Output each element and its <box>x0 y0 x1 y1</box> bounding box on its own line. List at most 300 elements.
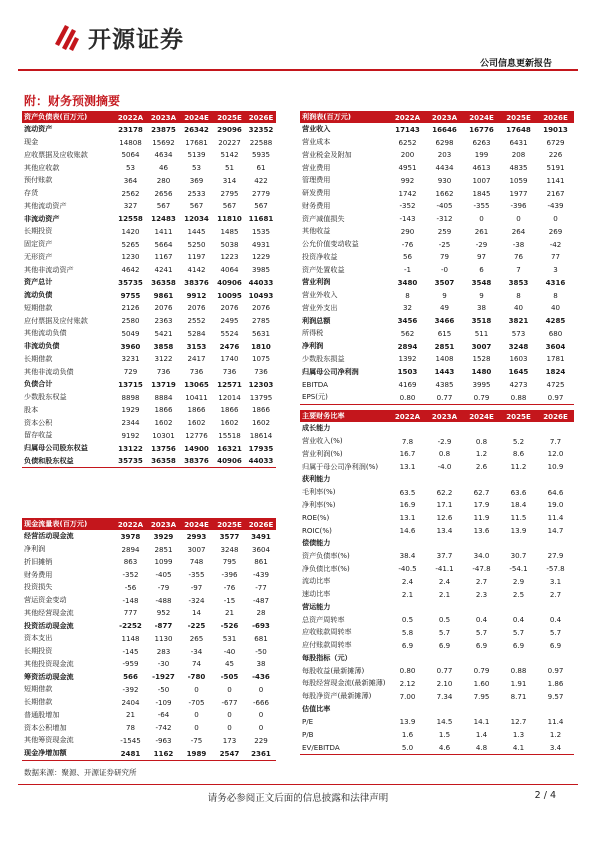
cell-value: 38 <box>476 303 487 313</box>
cell-value: 4835 <box>509 163 528 173</box>
row-label: 营业税金及附加 <box>302 149 352 159</box>
cell-value: 2476 <box>219 341 240 351</box>
cell-value: 208 <box>511 150 526 160</box>
table-row <box>300 314 574 327</box>
cell-value: 6.9 <box>475 640 488 650</box>
cell-value: 1445 <box>187 226 206 236</box>
cell-value: 10.9 <box>547 462 564 472</box>
table-row <box>22 353 276 366</box>
row-label: 资本公积增加 <box>24 722 67 732</box>
table-row <box>300 435 574 448</box>
year-header: 2025E <box>500 410 537 422</box>
cell-value: 9912 <box>186 290 207 300</box>
cell-value: 2.10 <box>436 678 453 688</box>
table-row <box>300 365 574 378</box>
cell-value: -439 <box>252 570 270 580</box>
cell-value: 40 <box>513 303 524 313</box>
cell-value <box>389 703 426 716</box>
cell-value: 369 <box>189 175 204 185</box>
year-header: 2022A <box>389 111 426 123</box>
cell-value: 0.77 <box>426 391 463 404</box>
table-row <box>300 652 574 665</box>
cell-value <box>500 703 537 716</box>
row-label: 资产总计 <box>24 277 53 287</box>
cell-value: 1824 <box>545 367 566 377</box>
cell-value: -40.5 <box>398 564 417 574</box>
cell-value: -436 <box>252 672 270 682</box>
cell-value: 3548 <box>471 277 492 287</box>
row-label: 资产处置收益 <box>302 264 345 274</box>
cell-value: 62.2 <box>436 487 453 497</box>
cell-value: 863 <box>123 557 138 567</box>
table-row <box>22 391 276 404</box>
cell-value: 280 <box>156 175 171 185</box>
cell-value: 9755 <box>120 290 141 300</box>
cell-value: 12303 <box>248 379 274 389</box>
row-label: 每股收益(最新摊薄) <box>302 665 365 675</box>
cell-value: 1845 <box>472 188 491 198</box>
cell-value: 1485 <box>220 226 239 236</box>
cell-value: 3153 <box>186 341 207 351</box>
cell-value: -392 <box>122 684 139 694</box>
cell-value: 1480 <box>471 367 492 377</box>
cell-value: -79 <box>157 582 170 592</box>
cell-value: 0.79 <box>463 391 500 404</box>
cell-value: -30 <box>157 659 170 669</box>
cell-value: 1.60 <box>473 678 490 688</box>
cell-value: 40906 <box>217 277 242 287</box>
cell-value: 736 <box>189 367 204 377</box>
cell-value: 0 <box>258 723 264 733</box>
row-label: ROE(%) <box>302 513 330 523</box>
row-label: 归属母公司净利润 <box>302 366 359 376</box>
cell-value: 64.6 <box>547 487 564 497</box>
cell-value: -225 <box>187 621 206 631</box>
cell-value: 3518 <box>471 316 492 326</box>
cell-value: 3604 <box>545 341 566 351</box>
cell-value: 4285 <box>545 316 566 326</box>
cell-value: 4241 <box>154 265 173 275</box>
cell-value: -97 <box>190 582 203 592</box>
table-row <box>22 734 276 747</box>
cell-value: 0.5 <box>438 615 451 625</box>
cell-value: 567 <box>156 201 171 211</box>
row-label: 营业利润(%) <box>302 448 343 458</box>
year-header: 2023A <box>426 410 463 422</box>
cell-value: 3248 <box>508 341 529 351</box>
cell-value: 264 <box>511 226 526 236</box>
row-label: 筹资活动现金流 <box>24 671 74 681</box>
cell-value: 562 <box>400 328 415 338</box>
cell-value: 3466 <box>434 316 455 326</box>
cell-value: 6.9 <box>512 640 525 650</box>
cell-value: 1662 <box>435 188 454 198</box>
table-header-row <box>300 111 574 123</box>
cell-value: 1162 <box>147 747 180 760</box>
cell-value: 2552 <box>187 316 206 326</box>
cell-value: 3007 <box>187 544 206 554</box>
row-label: 负债和股东权益 <box>22 455 114 468</box>
row-label: 研发费用 <box>302 188 331 198</box>
year-header: 2024E <box>180 518 213 530</box>
table-row <box>300 664 574 677</box>
table-row <box>300 200 574 213</box>
cell-value: -324 <box>188 595 205 605</box>
cell-value: 9861 <box>153 290 174 300</box>
cell-value: 38376 <box>184 277 209 287</box>
cell-value: -355 <box>188 570 205 580</box>
cell-value: -677 <box>221 697 238 707</box>
cell-value: 17935 <box>248 443 274 453</box>
cell-value: 2076 <box>220 303 239 313</box>
cell-value: 0.8 <box>438 449 451 459</box>
cell-value: -40 <box>223 646 236 656</box>
cell-value <box>389 422 426 435</box>
cell-value: 36358 <box>147 455 180 468</box>
table-row <box>22 670 276 683</box>
table-row <box>22 455 276 468</box>
cell-value: 0 <box>258 710 264 720</box>
cell-value: 11810 <box>217 214 242 224</box>
table-row <box>22 404 276 417</box>
cell-value: -352 <box>122 570 139 580</box>
cell-value: -396 <box>221 570 238 580</box>
cell-value: 0 <box>227 684 232 694</box>
cell-value: 13756 <box>151 443 176 453</box>
row-label: 营运资金变动 <box>24 595 67 605</box>
cell-value: -4.0 <box>437 462 452 472</box>
cell-value: 5250 <box>187 239 206 249</box>
row-label: 现金净增加额 <box>22 747 114 760</box>
cell-value: 2785 <box>251 316 271 326</box>
table-row <box>22 683 276 696</box>
row-label: 资产负债率(%) <box>302 550 350 560</box>
cell-value: 16646 <box>432 124 457 134</box>
table-row <box>300 741 574 754</box>
cell-value: 2562 <box>121 188 140 198</box>
cell-value <box>463 652 500 665</box>
row-label: 营业收入 <box>302 124 331 134</box>
cell-value: 0.80 <box>399 666 416 676</box>
cell-value: 0 <box>194 723 199 733</box>
table-row <box>300 251 574 264</box>
table-row <box>22 123 276 136</box>
cell-value: 9192 <box>121 430 140 440</box>
cell-value: 265 <box>189 633 204 643</box>
cell-value: 12571 <box>217 379 242 389</box>
row-label: 长期借款 <box>24 353 53 363</box>
row-label: 营业外支出 <box>302 302 338 312</box>
cell-value: 0 <box>194 684 199 694</box>
cell-value <box>537 537 574 550</box>
cell-value: 1.6 <box>401 729 414 739</box>
cell-value: 327 <box>123 201 138 211</box>
table-row <box>22 696 276 709</box>
cell-value: 422 <box>254 175 268 185</box>
cell-value: 1408 <box>435 354 454 364</box>
table-row <box>22 530 276 543</box>
row-label: 投资净收益 <box>302 251 338 261</box>
cell-value: 5524 <box>220 328 239 338</box>
table-row <box>300 448 574 461</box>
cell-value: 2.12 <box>399 678 416 688</box>
row-label: 少数股东权益 <box>24 392 67 402</box>
cell-value <box>500 537 537 550</box>
cell-value: 35735 <box>118 277 143 287</box>
cell-value: 5.7 <box>512 627 525 637</box>
cell-value: 1.91 <box>510 678 527 688</box>
cell-value <box>463 537 500 550</box>
cell-value: 5.8 <box>401 627 414 637</box>
cell-value: 7.95 <box>473 691 490 701</box>
cell-value: -355 <box>473 201 490 211</box>
cell-value: -2252 <box>119 621 142 631</box>
cell-value: -352 <box>399 201 416 211</box>
cell-value: 1.2 <box>549 729 562 739</box>
footer-divider <box>18 784 578 785</box>
cell-value: 4273 <box>509 379 528 389</box>
cell-value: 6252 <box>398 137 417 147</box>
table-row <box>22 556 276 569</box>
cell-value: -439 <box>547 201 564 211</box>
row-label: 流动负债 <box>24 290 53 300</box>
row-label: 固定资产 <box>24 239 53 249</box>
cell-value: 49 <box>439 303 450 313</box>
footer-disclaimer: 请务必参阅正文后面的信息披露和法律声明 <box>207 793 389 804</box>
table-row <box>300 378 574 391</box>
cell-value: 61 <box>256 163 266 173</box>
row-label: 长期投资 <box>24 226 53 236</box>
cell-value: 1535 <box>251 226 271 236</box>
cell-value: 17648 <box>506 124 531 134</box>
cell-value: 6729 <box>546 137 565 147</box>
table-row <box>300 537 574 550</box>
row-label: 其他经营现金流 <box>24 607 74 617</box>
cell-value: 34.0 <box>473 551 490 561</box>
cell-value: 11.5 <box>510 513 527 523</box>
cell-value: 2481 <box>114 747 147 760</box>
cell-value <box>500 601 537 614</box>
cell-value: 12776 <box>185 430 208 440</box>
table-row <box>300 136 574 149</box>
cell-value: 4613 <box>472 163 491 173</box>
cell-value: 952 <box>156 608 171 618</box>
cell-value: 16776 <box>469 124 494 134</box>
cell-value: 6.9 <box>438 640 451 650</box>
cell-value: 1603 <box>509 354 528 364</box>
cell-value: -76 <box>223 582 236 592</box>
row-label: 应付账款周转率 <box>302 640 352 650</box>
cell-value <box>537 422 574 435</box>
cell-value: 2167 <box>546 188 565 198</box>
cell-value: 1197 <box>187 252 206 262</box>
table-row <box>22 289 276 302</box>
row-label: 每股指标（元） <box>302 652 352 662</box>
row-label: 其他流动负债 <box>24 328 67 338</box>
cell-value: 1645 <box>508 367 529 377</box>
cell-value: 23875 <box>151 124 176 134</box>
table-row <box>300 511 574 524</box>
cell-value: 8884 <box>154 392 173 402</box>
cell-value: -693 <box>252 621 270 631</box>
cell-value: 4385 <box>435 379 454 389</box>
cell-value: 2533 <box>187 188 206 198</box>
cell-value: 736 <box>156 367 171 377</box>
row-label: 其他筹资现金流 <box>24 735 74 745</box>
row-label: 净利润 <box>24 544 46 554</box>
cell-value: 3858 <box>153 341 174 351</box>
cell-value: -47.8 <box>472 564 491 574</box>
cell-value: 6263 <box>472 137 491 147</box>
cell-value: 6.9 <box>401 640 414 650</box>
cell-value: 5664 <box>154 239 173 249</box>
row-label: 长期借款 <box>24 697 53 707</box>
data-source-note: 数据来源：聚源、开源证券研究所 <box>24 768 137 777</box>
cell-value: 13.6 <box>473 525 490 535</box>
cell-value: -666 <box>252 697 270 707</box>
cell-value: 14 <box>191 608 202 618</box>
cell-value: 4142 <box>187 265 206 275</box>
cell-value: 11681 <box>248 214 274 224</box>
cell-value: 3929 <box>153 531 174 541</box>
cell-value: 12558 <box>118 214 143 224</box>
cell-value: 0.4 <box>549 615 562 625</box>
table-row <box>300 499 574 512</box>
cell-value: 2.5 <box>512 589 525 599</box>
row-label: 应付票据及应付账款 <box>24 315 88 325</box>
cell-value: 2993 <box>186 531 207 541</box>
row-label: 折旧摊销 <box>24 556 53 566</box>
cell-value: 777 <box>123 608 138 618</box>
cell-value: 1.3 <box>512 729 525 739</box>
cell-value: 1411 <box>154 226 173 236</box>
cell-value: 7 <box>516 265 521 275</box>
row-label: 财务费用 <box>302 200 331 210</box>
table-row <box>22 607 276 620</box>
cell-value: 2580 <box>121 316 140 326</box>
section-title: 附：财务预测摘要 <box>24 94 121 108</box>
cell-value: 3960 <box>120 341 141 351</box>
cell-value: -526 <box>220 621 239 631</box>
cell-value: 2.3 <box>475 589 488 599</box>
row-label: 获利能力 <box>302 474 331 484</box>
cell-value: 17681 <box>185 137 208 147</box>
cell-value: -42 <box>549 239 562 249</box>
cell-value: 3821 <box>508 316 529 326</box>
cell-value: 680 <box>548 328 563 338</box>
cell-value: 78 <box>125 723 136 733</box>
cell-value: 567 <box>222 201 237 211</box>
cell-value: -396 <box>510 201 527 211</box>
cell-value: 19.0 <box>547 500 564 510</box>
row-label: 股本 <box>24 404 39 414</box>
cell-value <box>389 652 426 665</box>
cell-value: 861 <box>254 557 268 567</box>
cell-value: 259 <box>437 226 452 236</box>
year-header: 2024E <box>180 111 213 123</box>
cell-value: 0 <box>553 214 558 224</box>
cell-value: 615 <box>437 328 452 338</box>
cell-value: 14.5 <box>436 717 453 727</box>
cell-value: 0 <box>479 214 484 224</box>
cell-value: 200 <box>400 150 415 160</box>
cell-value: 45 <box>224 659 235 669</box>
cell-value: 1148 <box>121 633 140 643</box>
cell-value: 2076 <box>154 303 173 313</box>
cell-value: -50 <box>255 646 267 656</box>
cell-value: 2851 <box>434 341 455 351</box>
row-label: 公允价值变动收益 <box>302 239 359 249</box>
table-row <box>22 149 276 162</box>
cell-value: 1602 <box>187 418 206 428</box>
cell-value: 2.6 <box>475 462 488 472</box>
table-title: 资产负债表(百万元) <box>22 111 114 123</box>
cell-value: 1229 <box>251 252 271 262</box>
table-row <box>300 263 574 276</box>
table-row <box>22 721 276 734</box>
cell-value: 5.7 <box>475 627 488 637</box>
cell-value: 56 <box>402 252 413 262</box>
cell-value <box>389 473 426 486</box>
table-row <box>22 632 276 645</box>
cell-value: 1392 <box>398 354 417 364</box>
year-header: 2022A <box>389 410 426 422</box>
row-label: 成长能力 <box>302 423 331 433</box>
cell-value: 0 <box>227 710 232 720</box>
cell-value: 1167 <box>154 252 173 262</box>
row-label: 应收票据及应收账款 <box>24 149 88 159</box>
income-statement-table <box>300 111 574 405</box>
cell-value: 20227 <box>218 137 241 147</box>
cell-value: 0.97 <box>547 666 564 676</box>
cell-value: -705 <box>188 697 205 707</box>
cell-value: 16.7 <box>399 449 416 459</box>
table-row <box>300 562 574 575</box>
table-row <box>22 442 276 455</box>
cell-value: 9 <box>479 290 484 300</box>
cell-value: 12014 <box>218 392 241 402</box>
year-header: 2023A <box>426 111 463 123</box>
cell-value: 3 <box>553 265 558 275</box>
cell-value: -148 <box>122 595 139 605</box>
row-label: 营业外收入 <box>302 290 338 300</box>
cell-value: 16.9 <box>399 500 416 510</box>
cell-value: -64 <box>157 710 170 720</box>
cell-value <box>500 652 537 665</box>
table-row <box>300 677 574 690</box>
row-label: 估值比率 <box>302 703 331 713</box>
table-header-row <box>22 518 276 530</box>
cell-value: 5.7 <box>549 627 562 637</box>
cell-value: 1742 <box>398 188 417 198</box>
cell-value: -50 <box>157 684 170 694</box>
cell-value: 37.7 <box>436 551 453 561</box>
row-label: 流动资产 <box>24 124 53 134</box>
cell-value: 4931 <box>251 239 271 249</box>
cell-value: 38 <box>256 659 266 669</box>
table-row <box>22 225 276 238</box>
cell-value: 12483 <box>151 214 176 224</box>
cell-value: 1059 <box>509 175 528 185</box>
company-logo <box>52 22 184 52</box>
cell-value: 566 <box>123 672 138 682</box>
cell-value: 14900 <box>184 443 209 453</box>
table-row <box>22 658 276 671</box>
row-label: ROIC(%) <box>302 525 332 535</box>
cell-value: 13.1 <box>399 462 416 472</box>
table-row <box>300 276 574 289</box>
logo-text: 开源证券 <box>88 26 184 53</box>
